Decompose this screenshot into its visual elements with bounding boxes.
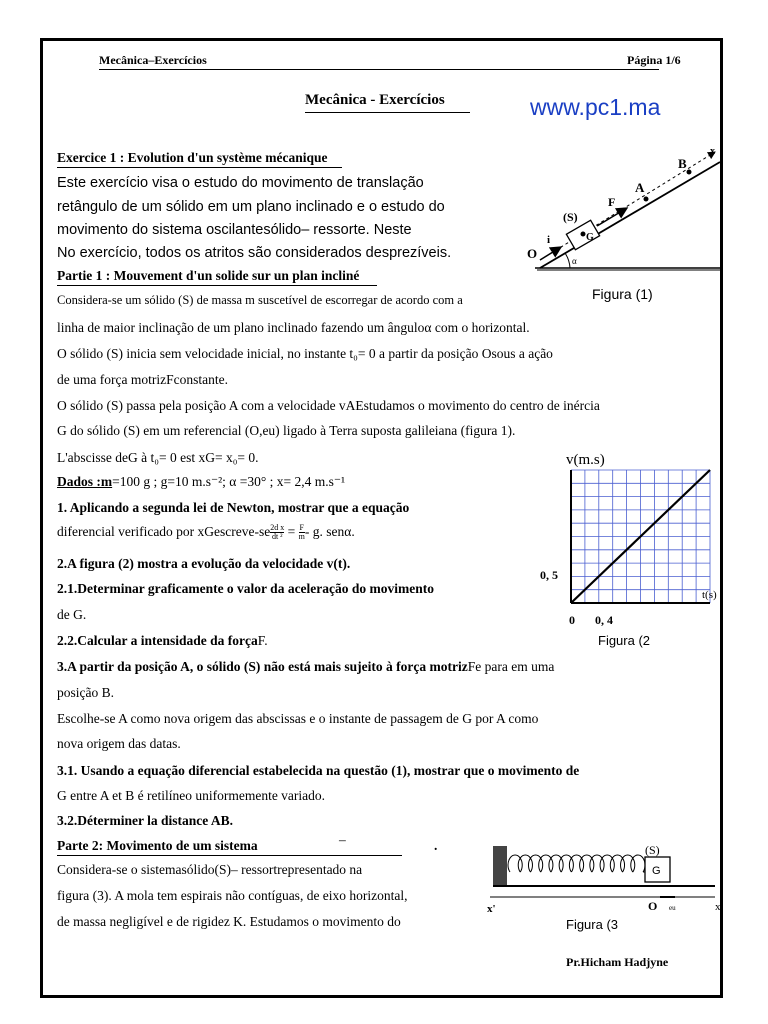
chart-ylabel: v(m.s) <box>566 452 605 468</box>
question-2-2 <box>57 633 268 649</box>
parte2-line-2: figura (3). A mola tem espirais não contíguas, de eixo horizontal, <box>57 888 408 903</box>
parte2-underline <box>57 855 402 856</box>
x-axis-dashed <box>540 152 715 260</box>
label-x: x <box>715 901 721 913</box>
header-rule <box>99 69 659 70</box>
p-line-7: L'abscisse deG à t₀= 0 est xG= x₀= 0. <box>57 450 259 465</box>
figure-2-velocity-chart <box>538 448 728 648</box>
question-3-tail: Fe para em uma <box>467 659 555 674</box>
force-f-arrow <box>597 208 627 226</box>
label-f: F <box>608 195 616 209</box>
question-2-1: 2.1.Determinar graficamente o valor da aceleração do movimento <box>57 581 435 596</box>
header-right: Página 1/6 <box>627 53 681 67</box>
exercise-title: Exercice 1 : Evolution d'un système mécanique <box>57 150 328 165</box>
question-3-line-3: Escolhe-se A como nova origem das abscissas e o instante de passagem de G por A como <box>57 711 539 726</box>
question-1-equation <box>57 524 355 541</box>
p-line-6: G do sólido (S) em um referencial (O,eu) ligado à Terra suposta galileiana (figura 1). <box>57 423 516 438</box>
p-line-5: O sólido (S) passa pela posição A com a velocidade vAEstudamos o movimento do centro de inércia <box>57 398 600 413</box>
label-o: O <box>648 899 658 913</box>
question-3-1: 3.1. Usando a equação diferencial estabelecida na questão (1), mostrar que o movimento de <box>57 763 580 778</box>
question-1: 1. Aplicando a segunda lei de Newton, mostrar que a equação <box>57 500 410 515</box>
label-g: G <box>586 232 594 243</box>
angle-arc <box>565 253 570 268</box>
fraction-f-over-m: $\frac{F}{m}$ <box>298 523 305 542</box>
label-i: i <box>547 234 551 246</box>
site-link[interactable]: www.pc1.ma <box>530 94 661 120</box>
label-o: O <box>527 246 538 261</box>
parte2-line-1: Considera-se o sistemasólido(S)– ressortrepresentado na <box>57 862 363 877</box>
p-line-4: de uma força motrizFconstante. <box>57 372 228 387</box>
p-line-3: O sólido (S) inicia sem velocidade inicial, no instante t₀= 0 a partir da posição Osous a ação <box>57 346 553 361</box>
wall <box>493 846 507 886</box>
label-x-prime: x' <box>487 903 496 915</box>
intro-line-4: No exercício, todos os atritos são considerados desprezíveis. <box>57 245 452 261</box>
dados-label: Dados :m <box>57 474 113 489</box>
spring-coil <box>508 855 645 872</box>
label-s: (S) <box>645 843 660 857</box>
chart-xlabel: t(s) <box>702 589 717 601</box>
question-3-2: 3.2.Déterminer la distance AB. <box>57 813 233 828</box>
question-3-line-4: nova origem das datas. <box>57 736 181 751</box>
footer-author: Pr.Hicham Hadjyne <box>566 955 669 969</box>
parte2-dash: – <box>339 832 346 847</box>
point-a <box>644 197 649 202</box>
parte2-title: Parte 2: Movimento de um sistema <box>57 838 258 853</box>
origin-label: 0 <box>569 613 575 627</box>
label-a: A <box>635 180 645 195</box>
question-3-cont: posição B. <box>57 685 114 700</box>
label-alpha: α <box>572 256 577 266</box>
label-s: (S) <box>563 210 578 224</box>
equation-tail: - g. senα. <box>304 524 355 539</box>
question-2: 2.A figura (2) mostra a evolução da velocidade v(t). <box>57 556 351 571</box>
p-line-1: Considera-se um sólido (S) de massa m suscetível de escorregar de acordo com a <box>57 293 463 307</box>
label-b: B <box>678 156 687 171</box>
parte2-dot: . <box>434 838 438 853</box>
dados-values: =100 g ; g=10 m.s⁻²; α =30° ; x= 2,4 m.s⁻¹ <box>112 474 346 489</box>
intro-line-2: retângulo de um sólido em um plano inclinado e o estudo do <box>57 199 445 215</box>
intro-line-3: movimento do sistema oscilantesólido– ressorte. Neste <box>57 222 412 238</box>
intro-line-1: Este exercício visa o estudo do movimento de translação <box>57 175 424 191</box>
point-b <box>687 170 692 175</box>
parte2-line-3: de massa negligível e de rigidez K. Estudamos o movimento do <box>57 914 401 929</box>
figure-3-caption: Figura (3 <box>566 917 619 932</box>
question-3-1-cont: G entre A et B é retilíneo uniformemente variado. <box>57 788 326 803</box>
equals-sign: = <box>287 524 296 539</box>
y-tick-label: 0, 5 <box>540 568 558 582</box>
fraction-d2x-dt2: $\frac{\text{2d x}}{\text{dt ²}}$ <box>270 523 285 542</box>
question-2-2-label: 2.2.Calcular a intensidade da força <box>57 633 258 648</box>
point-g <box>581 232 586 237</box>
label-x: x <box>710 146 715 157</box>
question-2-2-force: F. <box>257 633 268 648</box>
title-underline <box>305 112 470 113</box>
header-left: Mecânica–Exercícios <box>99 53 207 67</box>
exercise-title-underline <box>57 167 342 168</box>
label-g: G <box>652 865 661 877</box>
figure-3-spring-system <box>485 840 725 915</box>
page-title: Mecânica - Exercícios <box>305 92 445 108</box>
x-tick-label: 0, 4 <box>595 613 613 627</box>
p-line-2: linha de maior inclinação de um plano inclinado fazendo um ânguloα com o horizontal. <box>57 320 530 335</box>
question-3-label: 3.A partir da posição A, o sólido (S) não está mais sujeito à força motriz <box>57 659 468 674</box>
figure-2-caption: Figura (2 <box>598 633 651 648</box>
figure-1-inclined-plane <box>525 140 725 280</box>
partie1-title: Partie 1 : Mouvement d'un solide sur un plan incliné <box>57 268 360 283</box>
figure-1-caption: Figura (1) <box>592 286 653 302</box>
equation-lead: diferencial verificado por xGescreve-se <box>57 524 271 539</box>
question-2-1-cont: de G. <box>57 607 87 622</box>
dados-line <box>57 474 345 490</box>
partie1-underline <box>57 285 377 286</box>
label-eu: eu <box>669 904 676 912</box>
question-3 <box>57 659 554 675</box>
